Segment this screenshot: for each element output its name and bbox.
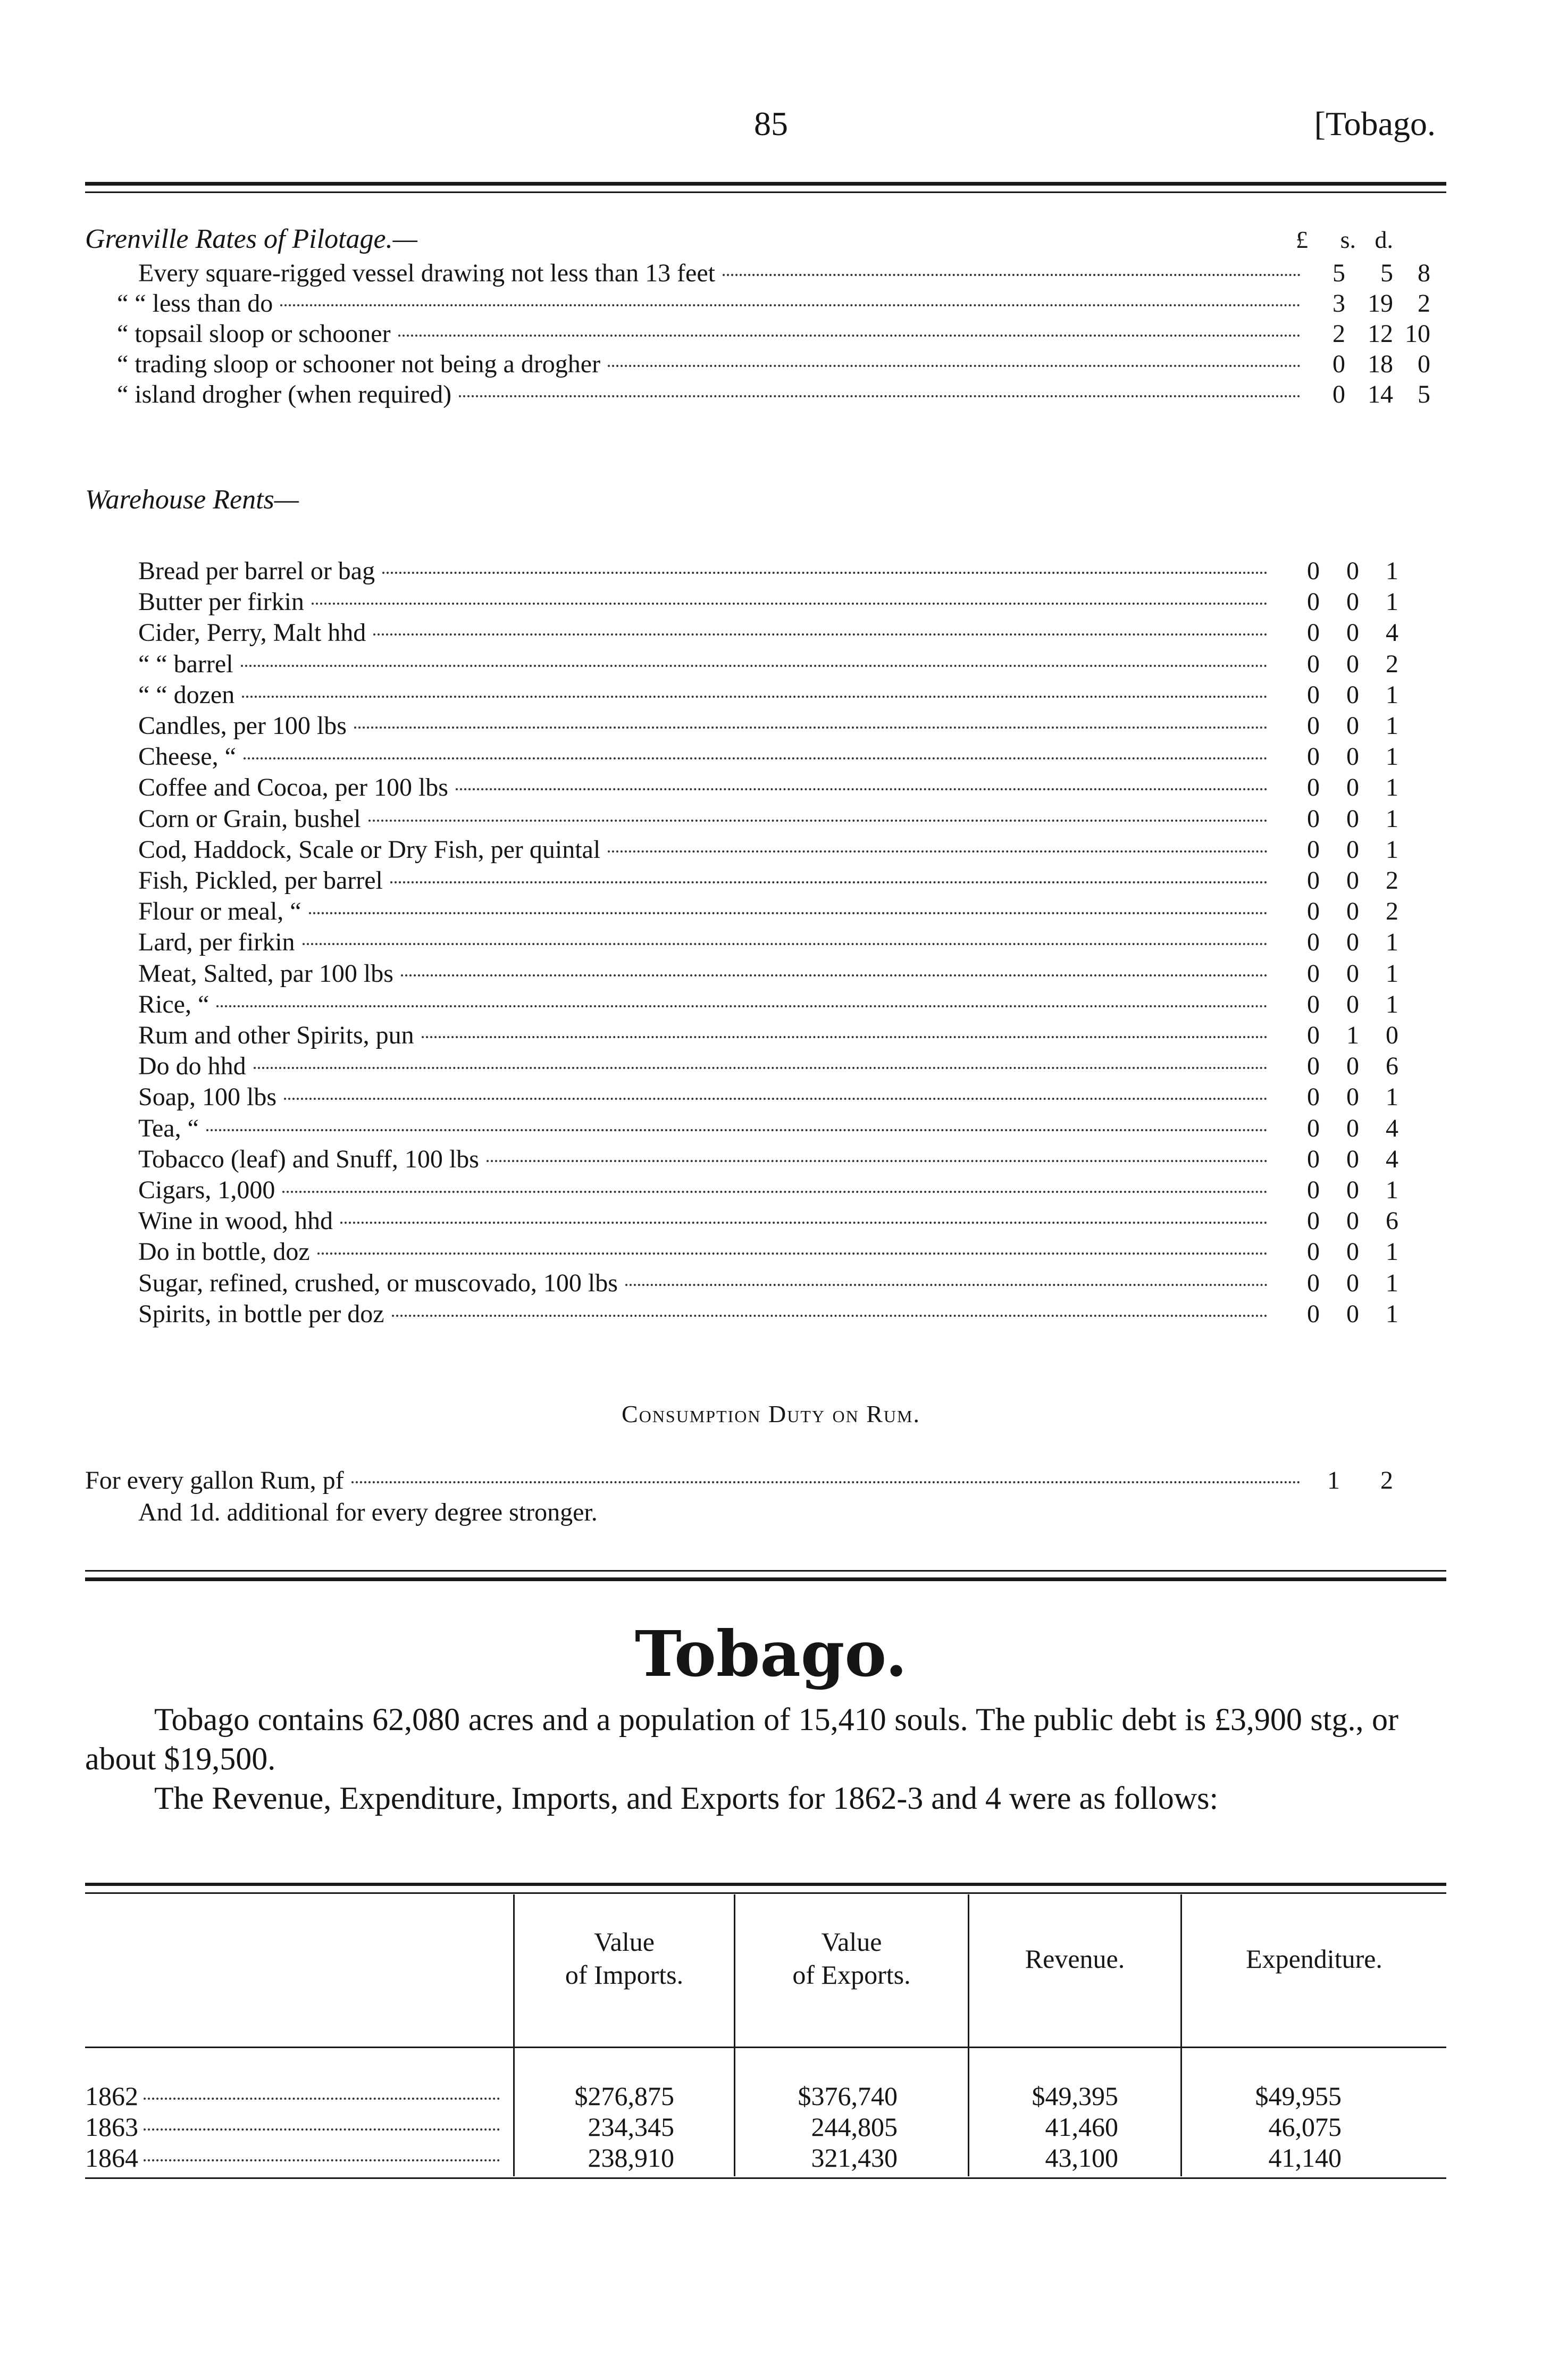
warehouse-row-text: Rice, “ — [138, 990, 209, 1018]
amount-pound: 0 — [1307, 835, 1320, 864]
leader-dots — [340, 1222, 1268, 1224]
warehouse-row-text: Do in bottle, doz — [138, 1238, 310, 1266]
leader-dots — [206, 1129, 1268, 1131]
leader-dots — [242, 696, 1268, 698]
leader-dots — [351, 1481, 1301, 1483]
warehouse-row-text: Butter per firkin — [138, 588, 304, 616]
warehouse-row-text: “ “ dozen — [138, 680, 235, 709]
warehouse-row-amount — [1275, 556, 1398, 586]
amount-pence: 2 — [1386, 897, 1398, 926]
amount-shilling: 0 — [1346, 588, 1359, 616]
warehouse-row-text: Fish, Pickled, per barrel — [138, 866, 383, 895]
amount-shilling: 0 — [1346, 804, 1359, 833]
tobago-title: Tobago. — [634, 1617, 908, 1691]
section-rule-thick — [85, 1577, 1446, 1581]
leader-dots — [254, 1067, 1268, 1069]
warehouse-row-text: Bread per barrel or bag — [138, 557, 375, 585]
amount-shilling: 14 — [1368, 380, 1393, 408]
amount-shilling: 0 — [1346, 1268, 1359, 1297]
amount-pound: 5 — [1333, 259, 1345, 287]
pilotage-row — [117, 289, 1430, 320]
warehouse-row — [138, 1082, 1398, 1113]
warehouse-row-text: Corn or Grain, bushel — [138, 804, 361, 833]
amount-pound: 0 — [1307, 680, 1320, 709]
pilotage-row — [117, 349, 1430, 380]
amount-shilling: 0 — [1346, 1238, 1359, 1266]
pilotage-row-amount — [1308, 319, 1430, 348]
amount-shilling: 1 — [1346, 1021, 1359, 1049]
header-exports — [735, 1925, 968, 1991]
warehouse-row-amount — [1275, 959, 1398, 988]
warehouse-row-text: Cod, Haddock, Scale or Dry Fish, per quintal — [138, 835, 601, 864]
amount-shilling: 0 — [1346, 742, 1359, 771]
warehouse-row-amount — [1275, 680, 1398, 709]
warehouse-row-text: Wine in wood, hhd — [138, 1207, 333, 1235]
warehouse-row-amount — [1275, 649, 1398, 679]
amount-shilling: 0 — [1346, 1299, 1359, 1328]
warehouse-row — [138, 556, 1398, 587]
warehouse-row — [138, 835, 1398, 866]
amount-shilling: 18 — [1368, 350, 1393, 378]
pilotage-row-text: “ trading sloop or schooner not being a drogher — [117, 350, 601, 378]
leader-dots — [144, 2098, 500, 2100]
exports-cell: 321,430 — [811, 2143, 898, 2173]
warehouse-row — [138, 711, 1398, 742]
amount-pound: 0 — [1307, 866, 1320, 895]
warehouse-row-text: “ “ barrel — [138, 649, 233, 678]
currency-pound: £ — [1296, 226, 1308, 253]
amount-shilling: 0 — [1346, 897, 1359, 926]
amount-pence: 1 — [1386, 1176, 1398, 1204]
amount-pound: 0 — [1307, 1207, 1320, 1235]
expenditure-cell: 41,140 — [1268, 2143, 1342, 2173]
leader-dots — [625, 1284, 1268, 1286]
leader-dots — [244, 757, 1268, 759]
amount-shilling: 0 — [1346, 712, 1359, 740]
leader-dots — [456, 788, 1268, 790]
warehouse-row-amount — [1275, 1114, 1398, 1143]
imports-cell: $276,875 — [574, 2081, 674, 2111]
consumption-title: Consumption Duty on Rum. — [622, 1400, 920, 1427]
expenditure-cell: 46,075 — [1268, 2112, 1342, 2142]
header-expenditure — [1182, 1942, 1446, 1975]
warehouse-row-amount — [1275, 618, 1398, 647]
revenue-cell: $49,395 — [1032, 2081, 1118, 2111]
leader-dots — [354, 726, 1268, 729]
warehouse-row — [138, 1206, 1398, 1237]
leader-dots — [144, 2128, 500, 2131]
warehouse-row — [138, 1237, 1398, 1268]
warehouse-row-text: Rum and other Spirits, pun — [138, 1021, 414, 1049]
warehouse-row-amount — [1275, 1206, 1398, 1235]
warehouse-row — [138, 1268, 1398, 1299]
leader-dots — [216, 1005, 1268, 1007]
warehouse-row-text: Lard, per firkin — [138, 928, 295, 957]
amount-shilling: 0 — [1346, 680, 1359, 709]
amount-shilling: 19 — [1368, 289, 1393, 318]
warehouse-row-text: Soap, 100 lbs — [138, 1083, 277, 1112]
warehouse-row-amount — [1275, 1268, 1398, 1298]
tobago-para-1-text: Tobago contains 62,080 acres and a population of 15,410 souls. The public debt is £3,900 stg., or about $19,500. — [85, 1702, 1398, 1776]
amount-pound: 0 — [1307, 928, 1320, 957]
amount-pence: 1 — [1386, 557, 1398, 585]
leader-dots — [241, 665, 1268, 667]
amount-pence: 1 — [1386, 680, 1398, 709]
amount-pence: 2 — [1418, 289, 1430, 318]
amount-shilling: 0 — [1346, 649, 1359, 678]
leader-dots — [422, 1036, 1268, 1038]
leader-dots — [312, 603, 1268, 605]
amount-shilling: 0 — [1346, 928, 1359, 957]
warehouse-row — [138, 1299, 1398, 1330]
amount-pound: 0 — [1307, 1268, 1320, 1297]
amount-pence: 1 — [1386, 835, 1398, 864]
leader-dots — [280, 304, 1301, 306]
warehouse-row-amount — [1275, 897, 1398, 926]
leader-dots — [459, 395, 1301, 397]
warehouse-row — [138, 773, 1398, 804]
warehouse-row-text: Candles, per 100 lbs — [138, 712, 347, 740]
year-cell: 1864 — [85, 2143, 138, 2173]
leader-dots — [608, 365, 1301, 367]
amount-pence: 5 — [1418, 380, 1430, 408]
consumption-line-text: For every gallon Rum, pf — [85, 1466, 344, 1494]
amount-pound: 0 — [1307, 1299, 1320, 1328]
amount-pence: 1 — [1386, 1268, 1398, 1297]
warehouse-row-amount — [1275, 928, 1398, 957]
tobago-para-1 — [85, 1700, 1398, 1778]
amount-shilling: 12 — [1368, 320, 1393, 348]
warehouse-row-text: Spirits, in bottle per doz — [138, 1299, 384, 1328]
leader-dots — [390, 881, 1268, 883]
amount-pence: 10 — [1405, 320, 1430, 348]
warehouse-row-amount — [1275, 1082, 1398, 1112]
amount-pound: 0 — [1307, 1021, 1320, 1049]
leader-dots — [373, 633, 1268, 636]
exports-cell: 244,805 — [811, 2112, 898, 2142]
warehouse-row-amount — [1275, 990, 1398, 1019]
amount-shilling: 0 — [1346, 990, 1359, 1018]
warehouse-row — [138, 680, 1398, 711]
warehouse-row — [138, 1051, 1398, 1082]
amount-pound: 0 — [1307, 712, 1320, 740]
table-row — [85, 2142, 500, 2173]
revenue-cell: 43,100 — [1045, 2143, 1118, 2173]
warehouse-row — [138, 587, 1398, 618]
tobago-para-2-text: The Revenue, Expenditure, Imports, and Exports for 1862-3 and 4 were as follows: — [154, 1781, 1219, 1816]
pilotage-row-text: “ “ less than do — [117, 289, 273, 318]
page-number: 85 — [754, 105, 788, 143]
warehouse-row — [138, 897, 1398, 928]
warehouse-row-amount — [1275, 1021, 1398, 1050]
amount-pence: 2 — [1386, 649, 1398, 678]
leader-dots — [392, 1315, 1268, 1317]
warehouse-row — [138, 928, 1398, 958]
leader-dots — [723, 274, 1301, 276]
amount-pence: 1 — [1386, 742, 1398, 771]
warehouse-row-text: Cheese, “ — [138, 742, 236, 771]
amount-pence: 6 — [1386, 1052, 1398, 1081]
warehouse-row-amount — [1275, 1145, 1398, 1174]
leader-dots — [368, 820, 1268, 822]
amount-pound: 0 — [1307, 990, 1320, 1018]
warehouse-row — [138, 866, 1398, 897]
amount-shilling: 0 — [1346, 1114, 1359, 1142]
pilotage-row-text: “ island drogher (when required) — [117, 380, 452, 408]
table-top-thick — [85, 1883, 1446, 1886]
amount-pound: 0 — [1307, 619, 1320, 647]
amount-pound: 2 — [1333, 320, 1345, 348]
header-imports-text: Value of Imports. — [565, 1927, 684, 1990]
warehouse-row — [138, 1021, 1398, 1051]
warehouse-row — [138, 804, 1398, 835]
amount-shilling: 0 — [1346, 1083, 1359, 1112]
amount-pound: 0 — [1307, 897, 1320, 926]
amount-pence: 2 — [1380, 1466, 1393, 1494]
amount-pence: 1 — [1386, 588, 1398, 616]
table-row — [85, 2111, 500, 2142]
pilotage-row-amount — [1308, 289, 1430, 318]
amount-pence: 4 — [1386, 1145, 1398, 1173]
amount-pound: 0 — [1307, 1083, 1320, 1112]
warehouse-row-amount — [1275, 835, 1398, 864]
warehouse-title: Warehouse Rents— — [85, 485, 299, 515]
warehouse-row-text: Do do hhd — [138, 1052, 246, 1081]
warehouse-row — [138, 959, 1398, 990]
consumption-amount — [1308, 1466, 1393, 1495]
leader-dots — [608, 850, 1268, 853]
warehouse-row-text: Cigars, 1,000 — [138, 1176, 275, 1204]
amount-pence: 1 — [1386, 1299, 1398, 1328]
amount-shilling: 0 — [1346, 557, 1359, 585]
leader-dots — [309, 912, 1268, 914]
exports-cell: $376,740 — [798, 2081, 898, 2111]
tobago-para-2 — [85, 1778, 1398, 1818]
pilotage-row — [117, 319, 1430, 350]
amount-pence: 1 — [1386, 959, 1398, 988]
warehouse-row-amount — [1275, 587, 1398, 616]
warehouse-row-text: Flour or meal, “ — [138, 897, 301, 926]
leader-dots — [317, 1252, 1268, 1255]
expenditure-cell: $49,955 — [1255, 2081, 1342, 2111]
running-head: [Tobago. — [1314, 105, 1436, 143]
amount-pound: 0 — [1307, 804, 1320, 833]
pilotage-row-text: Every square-rigged vessel drawing not less than 13 feet — [138, 259, 715, 287]
amount-pound: 0 — [1307, 649, 1320, 678]
amount-pence: 4 — [1386, 619, 1398, 647]
amount-pence: 8 — [1418, 259, 1430, 287]
amount-pence: 0 — [1418, 350, 1430, 378]
amount-pound: 3 — [1333, 289, 1345, 318]
amount-pence: 1 — [1386, 712, 1398, 740]
leader-dots — [144, 2159, 500, 2161]
amount-shilling: 0 — [1346, 1052, 1359, 1081]
warehouse-row-text: Tea, “ — [138, 1114, 199, 1142]
header-expenditure-text: Expenditure. — [1246, 1944, 1382, 1974]
leader-dots — [398, 335, 1301, 337]
amount-shilling: 0 — [1346, 959, 1359, 988]
leader-dots — [487, 1160, 1268, 1162]
amount-pence: 1 — [1386, 1083, 1398, 1112]
amount-shilling: 1 — [1327, 1466, 1340, 1494]
amount-pence: 6 — [1386, 1207, 1398, 1235]
warehouse-row-amount — [1275, 742, 1398, 771]
warehouse-row-text: Tobacco (leaf) and Snuff, 100 lbs — [138, 1145, 479, 1173]
currency-pence: d. — [1375, 226, 1393, 253]
amount-pence: 1 — [1386, 928, 1398, 957]
amount-shilling: 5 — [1380, 259, 1393, 287]
warehouse-row-amount — [1275, 1175, 1398, 1205]
header-rule-thick — [85, 182, 1446, 186]
pilotage-row — [138, 258, 1430, 289]
warehouse-row — [138, 1175, 1398, 1206]
amount-pound: 0 — [1333, 350, 1345, 378]
warehouse-row-text: Sugar, refined, crushed, or muscovado, 100 lbs — [138, 1268, 618, 1297]
header-revenue — [969, 1942, 1180, 1975]
revenue-cell: 41,460 — [1045, 2112, 1118, 2142]
pilotage-title: Grenville Rates of Pilotage.— — [85, 224, 417, 254]
table-bottom-rule — [85, 2177, 1446, 2179]
amount-pence: 2 — [1386, 866, 1398, 895]
amount-pound: 0 — [1307, 588, 1320, 616]
imports-cell: 238,910 — [588, 2143, 674, 2173]
warehouse-row — [138, 742, 1398, 773]
amount-shilling: 0 — [1346, 835, 1359, 864]
warehouse-row — [138, 618, 1398, 649]
year-cell: 1863 — [85, 2112, 138, 2142]
amount-pence: 1 — [1386, 773, 1398, 802]
currency-headers — [1271, 226, 1393, 254]
header-rule-thin — [85, 191, 1446, 193]
warehouse-row — [138, 1114, 1398, 1145]
amount-pound: 0 — [1307, 959, 1320, 988]
warehouse-row-amount — [1275, 804, 1398, 833]
warehouse-row-amount — [1275, 773, 1398, 802]
currency-shilling: s. — [1340, 226, 1356, 253]
amount-pound: 0 — [1307, 1114, 1320, 1142]
leader-dots — [382, 572, 1268, 574]
warehouse-row-amount — [1275, 1299, 1398, 1329]
amount-pence: 0 — [1386, 1021, 1398, 1049]
amount-pound: 0 — [1307, 1052, 1320, 1081]
warehouse-row-amount — [1275, 1237, 1398, 1266]
table-header-rule — [85, 2047, 1446, 2048]
pilotage-row — [117, 380, 1430, 411]
warehouse-row-amount — [1275, 711, 1398, 740]
amount-shilling: 0 — [1346, 1145, 1359, 1173]
warehouse-row-amount — [1275, 866, 1398, 895]
amount-pound: 0 — [1307, 742, 1320, 771]
header-exports-text: Value of Exports. — [792, 1927, 911, 1990]
amount-pound: 0 — [1307, 773, 1320, 802]
amount-pound: 0 — [1333, 380, 1345, 408]
leader-dots — [284, 1098, 1268, 1100]
pilotage-row-amount — [1308, 380, 1430, 409]
amount-pence: 4 — [1386, 1114, 1398, 1142]
pilotage-row-amount — [1308, 258, 1430, 288]
year-cell: 1862 — [85, 2081, 138, 2111]
amount-shilling: 0 — [1346, 1176, 1359, 1204]
warehouse-row — [138, 1145, 1398, 1175]
warehouse-row — [138, 649, 1398, 680]
warehouse-row-text: Coffee and Cocoa, per 100 lbs — [138, 773, 448, 802]
amount-pound: 0 — [1307, 1238, 1320, 1266]
amount-pence: 1 — [1386, 990, 1398, 1018]
warehouse-row — [138, 990, 1398, 1021]
header-revenue-text: Revenue. — [1025, 1944, 1125, 1974]
amount-pound: 0 — [1307, 1145, 1320, 1173]
consumption-line — [85, 1466, 1393, 1497]
amount-pence: 1 — [1386, 804, 1398, 833]
amount-shilling: 0 — [1346, 773, 1359, 802]
leader-dots — [303, 943, 1268, 945]
amount-pound: 0 — [1307, 1176, 1320, 1204]
header-imports — [515, 1925, 734, 1991]
warehouse-row-amount — [1275, 1051, 1398, 1081]
imports-cell: 234,345 — [588, 2112, 674, 2142]
table-row — [85, 2081, 500, 2111]
amount-pence: 1 — [1386, 1238, 1398, 1266]
leader-dots — [401, 974, 1268, 976]
section-rule-thin — [85, 1570, 1446, 1572]
warehouse-row-text: Meat, Salted, par 100 lbs — [138, 959, 393, 988]
amount-shilling: 0 — [1346, 1207, 1359, 1235]
pilotage-row-text: “ topsail sloop or schooner — [117, 320, 391, 348]
amount-shilling: 0 — [1346, 866, 1359, 895]
amount-pound: 0 — [1307, 557, 1320, 585]
warehouse-row-text: Cider, Perry, Malt hhd — [138, 619, 366, 647]
leader-dots — [282, 1191, 1268, 1193]
pilotage-row-amount — [1308, 349, 1430, 379]
consumption-note: And 1d. additional for every degree stronger. — [138, 1498, 598, 1526]
amount-shilling: 0 — [1346, 619, 1359, 647]
table-top-thin — [85, 1892, 1446, 1894]
